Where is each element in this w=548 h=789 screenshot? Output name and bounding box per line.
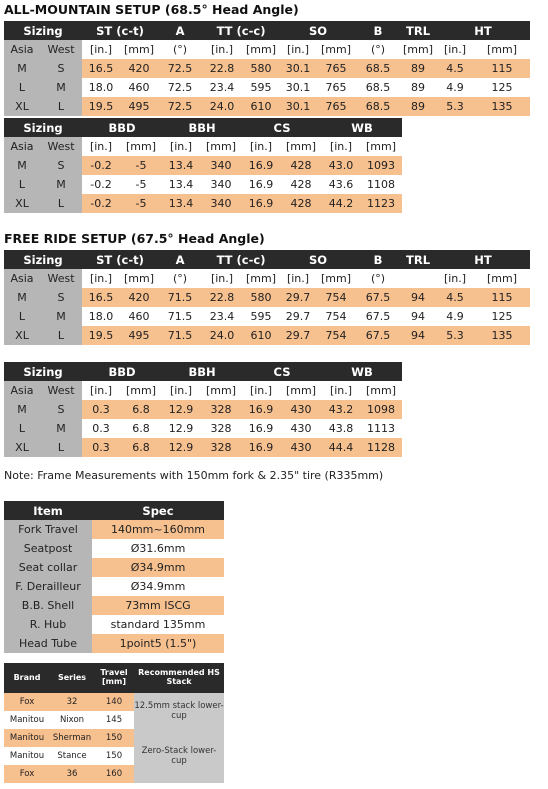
header-cell: ST (c-t): [82, 250, 158, 269]
spec-value: 1point5 (1.5"): [92, 634, 224, 653]
cell: XL: [4, 438, 40, 457]
header-cell: Brand: [4, 663, 50, 693]
cell: -0.2: [82, 156, 120, 175]
fr-bb-table: [4, 362, 402, 457]
cell: 4.9: [436, 307, 474, 326]
header-cell: SO: [280, 21, 356, 40]
unit-cell: [mm]: [242, 40, 280, 59]
cell: 71.5: [158, 307, 202, 326]
cell: 68.5: [356, 78, 400, 97]
cell: 610: [242, 326, 280, 345]
cell: -5: [120, 175, 162, 194]
header-cell: CS: [242, 118, 322, 137]
cell: M: [40, 78, 82, 97]
unit-cell: Asia: [4, 269, 40, 288]
cell: 340: [200, 194, 242, 213]
cell: Manitou: [4, 747, 50, 765]
unit-cell: Asia: [4, 40, 40, 59]
header-cell: A: [158, 250, 202, 269]
cell: 145: [94, 711, 134, 729]
cell: 328: [200, 419, 242, 438]
cell: XL: [4, 326, 40, 345]
cell: L: [4, 175, 40, 194]
table-row: [4, 615, 224, 634]
unit-cell: [in.]: [242, 137, 280, 156]
unit-cell: [mm]: [316, 40, 356, 59]
header-cell: BBD: [82, 118, 162, 137]
header-cell: BBH: [162, 362, 242, 381]
table-row: [4, 577, 224, 596]
cell: 150: [94, 747, 134, 765]
table-header-row: [4, 501, 224, 520]
unit-cell: [mm]: [280, 381, 322, 400]
unit-cell: (°): [356, 269, 400, 288]
cell: 16.9: [242, 194, 280, 213]
cell: 23.4: [202, 78, 242, 97]
spec-item: Seat collar: [4, 558, 92, 577]
cell: 67.5: [356, 307, 400, 326]
cell: 135: [474, 97, 530, 116]
header-cell: HT: [436, 250, 530, 269]
unit-cell: [in.]: [82, 381, 120, 400]
cell: 89: [400, 78, 436, 97]
cell: S: [40, 288, 82, 307]
table-row: [4, 520, 224, 539]
cell: 495: [120, 97, 158, 116]
table-row: [4, 400, 402, 419]
cell: 16.5: [82, 59, 120, 78]
table-row: [4, 539, 224, 558]
cell: 13.4: [162, 175, 200, 194]
header-cell: TT (c-c): [202, 250, 280, 269]
table-row: [4, 326, 530, 345]
unit-cell: [in.]: [280, 40, 316, 59]
cell: L: [4, 307, 40, 326]
cell: 765: [316, 97, 356, 116]
header-cell: WB: [322, 118, 402, 137]
header-cell: Travel [mm]: [94, 663, 134, 693]
cell: 460: [120, 307, 158, 326]
unit-cell: [mm]: [474, 269, 530, 288]
cell: 1093: [360, 156, 402, 175]
cell: 4.5: [436, 288, 474, 307]
table-row: [4, 59, 530, 78]
spec-value: Ø34.9mm: [92, 558, 224, 577]
cell: Fox: [4, 765, 50, 783]
cell: 115: [474, 59, 530, 78]
cell: 44.4: [322, 438, 360, 457]
spec-value: Ø34.9mm: [92, 577, 224, 596]
cell: 125: [474, 307, 530, 326]
cell: 94: [400, 307, 436, 326]
cell: 610: [242, 97, 280, 116]
cell: 754: [316, 288, 356, 307]
cell: 0.3: [82, 419, 120, 438]
table-row: [4, 78, 530, 97]
cell: 16.9: [242, 175, 280, 194]
fork-table: [4, 663, 224, 783]
cell: 30.1: [280, 97, 316, 116]
unit-cell: Asia: [4, 137, 40, 156]
cell: 1123: [360, 194, 402, 213]
unit-cell: West: [40, 381, 82, 400]
header-cell: SO: [280, 250, 356, 269]
cell: 16.5: [82, 288, 120, 307]
cell: 150: [94, 729, 134, 747]
table-header-row: [4, 118, 402, 137]
fr-geometry-table: [4, 250, 530, 345]
cell: 22.8: [202, 288, 242, 307]
cell: 1113: [360, 419, 402, 438]
header-cell: Series: [50, 663, 94, 693]
unit-cell: [mm]: [474, 40, 530, 59]
unit-cell: [in.]: [242, 381, 280, 400]
cell: 595: [242, 307, 280, 326]
cell: 160: [94, 765, 134, 783]
unit-cell: [mm]: [242, 269, 280, 288]
unit-cell: [in.]: [202, 269, 242, 288]
unit-cell: [in.]: [322, 381, 360, 400]
cell: 12.9: [162, 419, 200, 438]
table-row: [4, 558, 224, 577]
cell: L: [40, 97, 82, 116]
cell: 420: [120, 288, 158, 307]
cell: 43.6: [322, 175, 360, 194]
unit-cell: [in.]: [436, 269, 474, 288]
spec-item: Head Tube: [4, 634, 92, 653]
table-row: [4, 693, 224, 711]
unit-cell: (°): [158, 40, 202, 59]
cell: 71.5: [158, 326, 202, 345]
cell: XL: [4, 97, 40, 116]
cell: -0.2: [82, 175, 120, 194]
cell: 765: [316, 78, 356, 97]
spec-item: B.B. Shell: [4, 596, 92, 615]
cell: 460: [120, 78, 158, 97]
cell: 1108: [360, 175, 402, 194]
table-row: [4, 156, 402, 175]
unit-cell: [in.]: [280, 269, 316, 288]
cell: 0.3: [82, 400, 120, 419]
spec-value: Ø31.6mm: [92, 539, 224, 558]
cell: Sherman: [50, 729, 94, 747]
cell: 43.2: [322, 400, 360, 419]
header-cell: Sizing: [4, 250, 82, 269]
spec-value: 140mm~160mm: [92, 520, 224, 539]
cell: M: [4, 156, 40, 175]
cell: Nixon: [50, 711, 94, 729]
unit-cell: [mm]: [280, 137, 322, 156]
cell: L: [40, 326, 82, 345]
spec-item: R. Hub: [4, 615, 92, 634]
cell: 94: [400, 326, 436, 345]
cell: M: [40, 419, 82, 438]
header-cell: Sizing: [4, 21, 82, 40]
cell: 36: [50, 765, 94, 783]
table-header-row: [4, 250, 530, 269]
unit-cell: [in.]: [82, 269, 120, 288]
cell: 24.0: [202, 326, 242, 345]
cell: 19.5: [82, 326, 120, 345]
header-cell: A: [158, 21, 202, 40]
cell: 115: [474, 288, 530, 307]
header-cell: B: [356, 21, 400, 40]
cell: Stance: [50, 747, 94, 765]
all-mountain-title: ALL-MOUNTAIN SETUP (68.5° Head Angle): [4, 2, 299, 17]
cell: 67.5: [356, 326, 400, 345]
unit-cell: [mm]: [120, 137, 162, 156]
unit-cell: West: [40, 40, 82, 59]
table-row: [4, 307, 530, 326]
cell: 18.0: [82, 307, 120, 326]
header-cell: Spec: [92, 501, 224, 520]
header-cell: WB: [322, 362, 402, 381]
header-cell: Item: [4, 501, 92, 520]
unit-cell: [mm]: [120, 269, 158, 288]
cell: 67.5: [356, 288, 400, 307]
header-cell: HT: [436, 21, 530, 40]
table-row: [4, 438, 402, 457]
cell: 43.8: [322, 419, 360, 438]
am-bb-table: [4, 118, 402, 213]
cell: Manitou: [4, 729, 50, 747]
cell: 68.5: [356, 97, 400, 116]
cell: 0.3: [82, 438, 120, 457]
unit-cell: [in.]: [82, 137, 120, 156]
unit-cell: [mm]: [360, 381, 402, 400]
table-header-row: [4, 362, 402, 381]
table-row: [4, 288, 530, 307]
header-cell: TRL: [400, 250, 436, 269]
cell: 428: [280, 194, 322, 213]
frame-note: Note: Frame Measurements with 150mm fork & 2.35" tire (R335mm): [4, 469, 384, 482]
cell: 340: [200, 175, 242, 194]
cell: 16.9: [242, 156, 280, 175]
cell: Manitou: [4, 711, 50, 729]
cell: 68.5: [356, 59, 400, 78]
cell: -0.2: [82, 194, 120, 213]
header-cell: Recommended HS Stack: [134, 663, 224, 693]
table-row: [4, 729, 224, 747]
cell: XL: [4, 194, 40, 213]
cell: -5: [120, 194, 162, 213]
cell: 72.5: [158, 78, 202, 97]
cell: 754: [316, 326, 356, 345]
cell: 5.3: [436, 97, 474, 116]
cell: M: [4, 59, 40, 78]
free-ride-title: FREE RIDE SETUP (67.5° Head Angle): [4, 231, 265, 246]
cell: 340: [200, 156, 242, 175]
unit-cell: [mm]: [200, 381, 242, 400]
cell: M: [4, 288, 40, 307]
cell: 30.1: [280, 59, 316, 78]
unit-cell: [in.]: [162, 381, 200, 400]
table-row: [4, 97, 530, 116]
unit-cell: [in.]: [322, 137, 360, 156]
cell: M: [40, 307, 82, 326]
cell: M: [4, 400, 40, 419]
table-row: [4, 634, 224, 653]
table-row: [4, 194, 402, 213]
cell: 29.7: [280, 288, 316, 307]
cell: 18.0: [82, 78, 120, 97]
units-row: [4, 381, 402, 400]
header-cell: BBH: [162, 118, 242, 137]
unit-cell: West: [40, 137, 82, 156]
cell: 44.2: [322, 194, 360, 213]
cell: 6.8: [120, 438, 162, 457]
header-cell: TT (c-c): [202, 21, 280, 40]
cell: 754: [316, 307, 356, 326]
units-row: [4, 40, 530, 59]
unit-cell: [mm]: [120, 40, 158, 59]
table-header-row: [4, 663, 224, 693]
unit-cell: [in.]: [82, 40, 120, 59]
cell: 6.8: [120, 400, 162, 419]
unit-cell: [mm]: [120, 381, 162, 400]
table-header-row: [4, 21, 530, 40]
cell: 72.5: [158, 97, 202, 116]
cell: 72.5: [158, 59, 202, 78]
cell: 328: [200, 438, 242, 457]
cell: 30.1: [280, 78, 316, 97]
cell: 13.4: [162, 156, 200, 175]
unit-cell: West: [40, 269, 82, 288]
cell: 94: [400, 288, 436, 307]
cell: 23.4: [202, 307, 242, 326]
unit-cell: [mm]: [316, 269, 356, 288]
cell: 595: [242, 78, 280, 97]
cell: S: [40, 400, 82, 419]
spec-table: [4, 501, 224, 653]
unit-cell: (°): [356, 40, 400, 59]
cell: L: [4, 419, 40, 438]
cell: 29.7: [280, 326, 316, 345]
cell: 22.8: [202, 59, 242, 78]
unit-cell: [in.]: [162, 137, 200, 156]
cell: 6.8: [120, 419, 162, 438]
cell: 43.0: [322, 156, 360, 175]
cell: S: [40, 156, 82, 175]
cell: 12.9: [162, 438, 200, 457]
cell: 4.9: [436, 78, 474, 97]
unit-cell: (°): [158, 269, 202, 288]
cell: 420: [120, 59, 158, 78]
unit-cell: [mm]: [360, 137, 402, 156]
cell: 1128: [360, 438, 402, 457]
cell: 580: [242, 288, 280, 307]
cell: Fox: [4, 693, 50, 711]
cell: -5: [120, 156, 162, 175]
cell: 430: [280, 438, 322, 457]
table-row: [4, 419, 402, 438]
cell: 495: [120, 326, 158, 345]
spec-value: standard 135mm: [92, 615, 224, 634]
cell: 580: [242, 59, 280, 78]
header-cell: Sizing: [4, 362, 82, 381]
unit-cell: Asia: [4, 381, 40, 400]
spec-item: Fork Travel: [4, 520, 92, 539]
stack-note: 12.5mm stack lower-cup: [134, 693, 224, 729]
header-cell: BBD: [82, 362, 162, 381]
cell: L: [4, 78, 40, 97]
cell: 428: [280, 175, 322, 194]
cell: L: [40, 438, 82, 457]
header-cell: TRL: [400, 21, 436, 40]
cell: 16.9: [242, 438, 280, 457]
unit-cell: [mm]: [400, 40, 436, 59]
table-row: [4, 175, 402, 194]
cell: 328: [200, 400, 242, 419]
cell: 32: [50, 693, 94, 711]
units-row: [4, 137, 402, 156]
cell: 16.9: [242, 400, 280, 419]
unit-cell: [400, 269, 436, 288]
stack-note: Zero-Stack lower-cup: [134, 729, 224, 783]
cell: 4.5: [436, 59, 474, 78]
cell: 430: [280, 400, 322, 419]
am-geometry-table: [4, 21, 530, 116]
spec-item: Seatpost: [4, 539, 92, 558]
spec-item: F. Derailleur: [4, 577, 92, 596]
cell: 430: [280, 419, 322, 438]
cell: 89: [400, 97, 436, 116]
cell: 16.9: [242, 419, 280, 438]
header-cell: B: [356, 250, 400, 269]
cell: 428: [280, 156, 322, 175]
cell: 5.3: [436, 326, 474, 345]
header-cell: Sizing: [4, 118, 82, 137]
header-cell: CS: [242, 362, 322, 381]
cell: 71.5: [158, 288, 202, 307]
cell: 135: [474, 326, 530, 345]
cell: 125: [474, 78, 530, 97]
cell: 89: [400, 59, 436, 78]
table-row: [4, 596, 224, 615]
unit-cell: [in.]: [436, 40, 474, 59]
header-cell: ST (c-t): [82, 21, 158, 40]
unit-cell: [in.]: [202, 40, 242, 59]
cell: 12.9: [162, 400, 200, 419]
unit-cell: [mm]: [200, 137, 242, 156]
cell: 29.7: [280, 307, 316, 326]
cell: 13.4: [162, 194, 200, 213]
cell: 140: [94, 693, 134, 711]
cell: M: [40, 175, 82, 194]
units-row: [4, 269, 530, 288]
cell: 19.5: [82, 97, 120, 116]
spec-value: 73mm ISCG: [92, 596, 224, 615]
cell: 24.0: [202, 97, 242, 116]
cell: 1098: [360, 400, 402, 419]
cell: S: [40, 59, 82, 78]
cell: 765: [316, 59, 356, 78]
cell: L: [40, 194, 82, 213]
